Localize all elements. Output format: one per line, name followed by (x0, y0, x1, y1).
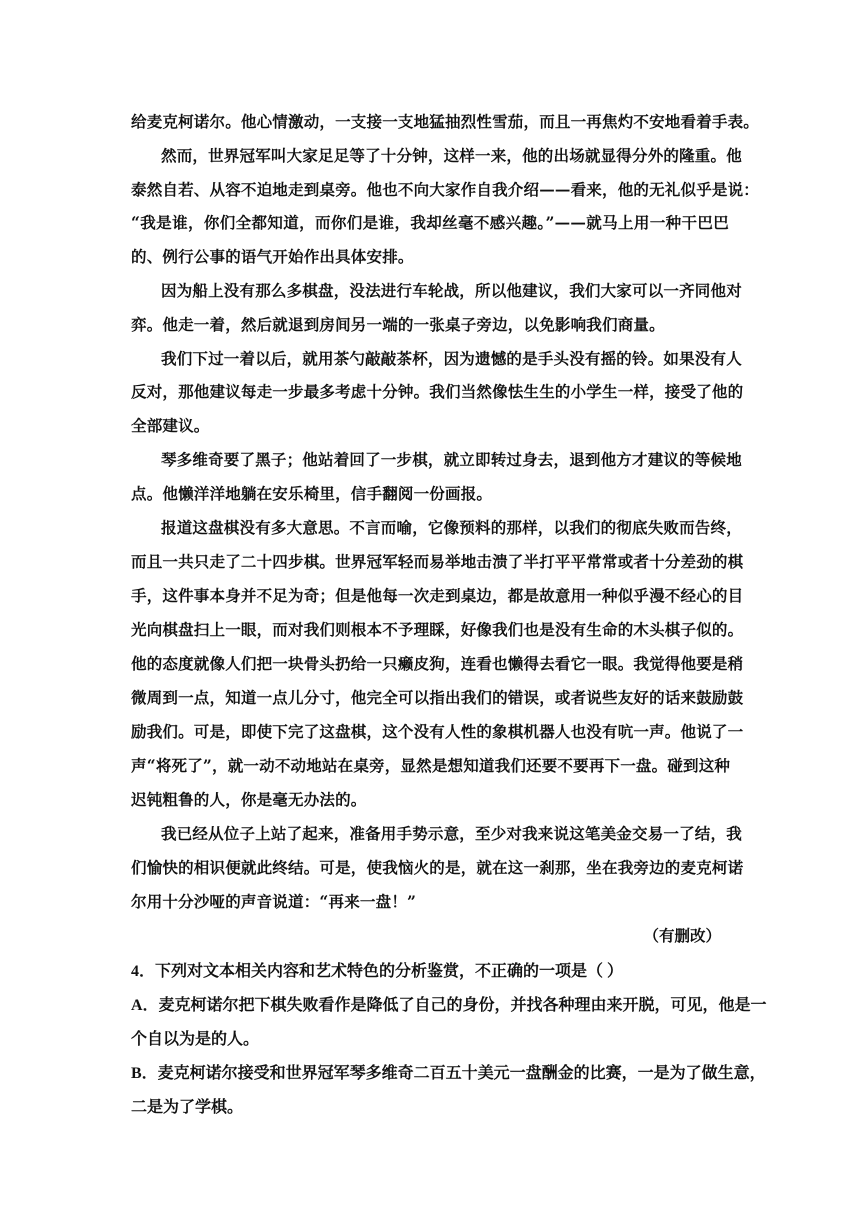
passage-line: 他的态度就像人们把一块骨头扔给一只癞皮狗，连看也懒得去看它一眼。我觉得他要是稍 (131, 654, 744, 673)
passage-line: 琴多维奇要了黑子；他站着回了一步棋，就立即转过身去，退到他方才建议的等候地 (161, 450, 742, 469)
passage-line: 尔用十分沙哑的声音说道：“再来一盘！” (131, 892, 417, 911)
passage-line: “我是谁，你们全都知道，而你们是谁，我却丝毫不感兴趣。”——就马上用一种干巴巴 (131, 213, 729, 232)
passage-line: 声“将死了”，就一动不动地站在桌旁，显然是想知道我们还要不要再下一盘。碰到这种 (131, 756, 731, 775)
passage-line: 的、例行公事的语气开始作出具体安排。 (131, 247, 414, 266)
option-b-line: 二是为了学棋。 (131, 1099, 244, 1116)
passage-line: 泰然自若、从容不迫地走到桌旁。他也不向大家作自我介绍——看来，他的无礼似乎是说： (131, 180, 760, 199)
passage-line: 然而，世界冠军叫大家足足等了十分钟，这样一来，他的出场就显得分外的隆重。他 (161, 146, 742, 165)
passage-line: 微周到一点，知道一点儿分寸，他完全可以指出我们的错误，或者说些友好的话来鼓励鼓 (131, 688, 744, 707)
passage-line: 手，这件事本身并不足为奇；但是他每一次走到桌边，都是故意用一种似乎漫不经心的目 (131, 586, 744, 605)
passage-line: 们愉快的相识便就此终结。可是，使我恼火的是，就在这一刹那，坐在我旁边的麦克柯诺 (131, 858, 744, 877)
passage-line: 励我们。可是，即使下完了这盘棋，这个没有人性的象棋机器人也没有吭一声。他说了一 (131, 722, 744, 741)
passage-line: 点。他懒洋洋地躺在安乐椅里，信手翻阅一份画报。 (131, 484, 493, 503)
passage-line: 迟钝粗鲁的人，你是毫无办法的。 (131, 790, 367, 809)
source-note: （有删改） (643, 926, 721, 945)
passage-line: 反对，那他建议每走一步最多考虑十分钟。我们当然像怯生生的小学生一样，接受了他的 (131, 382, 744, 401)
passage-line: 我已经从位子上站了起来，准备用手势示意，至少对我来说这笔美金交易一了结，我 (161, 824, 742, 843)
passage-line: 报道这盘棋没有多大意思。不言而喻，它像预料的那样，以我们的彻底失败而告终， (161, 518, 742, 537)
passage-line: 光向棋盘扫上一眼，而对我们则根本不予理睬，好像我们也是没有生命的木头棋子似的。 (131, 620, 744, 639)
passage-line: 全部建议。 (131, 416, 210, 435)
option-b-line: B．麦克柯诺尔接受和世界冠军琴多维奇二百五十美元一盘酬金的比赛，一是为了做生意， (131, 1065, 766, 1082)
passage-line: 弈。他走一着，然后就退到房间另一端的一张桌子旁边，以免影响我们商量。 (131, 315, 665, 334)
passage-line: 我们下过一着以后，就用茶勺敲敲茶杯，因为遗憾的是手头没有摇的铃。如果没有人 (161, 349, 742, 368)
option-a-line: 个自以为是的人。 (131, 1031, 260, 1048)
question-stem: 4．下列对文本相关内容和艺术特色的分析鉴赏，不正确的一项是（ ） (131, 963, 624, 980)
passage-line: 因为船上没有那么多棋盘，没法进行车轮战，所以他建议，我们大家可以一齐同他对 (161, 281, 742, 300)
passage-line: 而且一共只走了二十四步棋。世界冠军轻而易举地击溃了半打平平常常或者十分差劲的棋 (131, 552, 744, 571)
option-a-line: A．麦克柯诺尔把下棋失败看作是降低了自己的身份，并找各种理由来开脱，可见，他是一 (131, 997, 767, 1014)
passage-line: 给麦克柯诺尔。他心情激动，一支接一支地猛抽烈性雪茄，而且一再焦灼不安地看着手表。 (131, 112, 760, 131)
